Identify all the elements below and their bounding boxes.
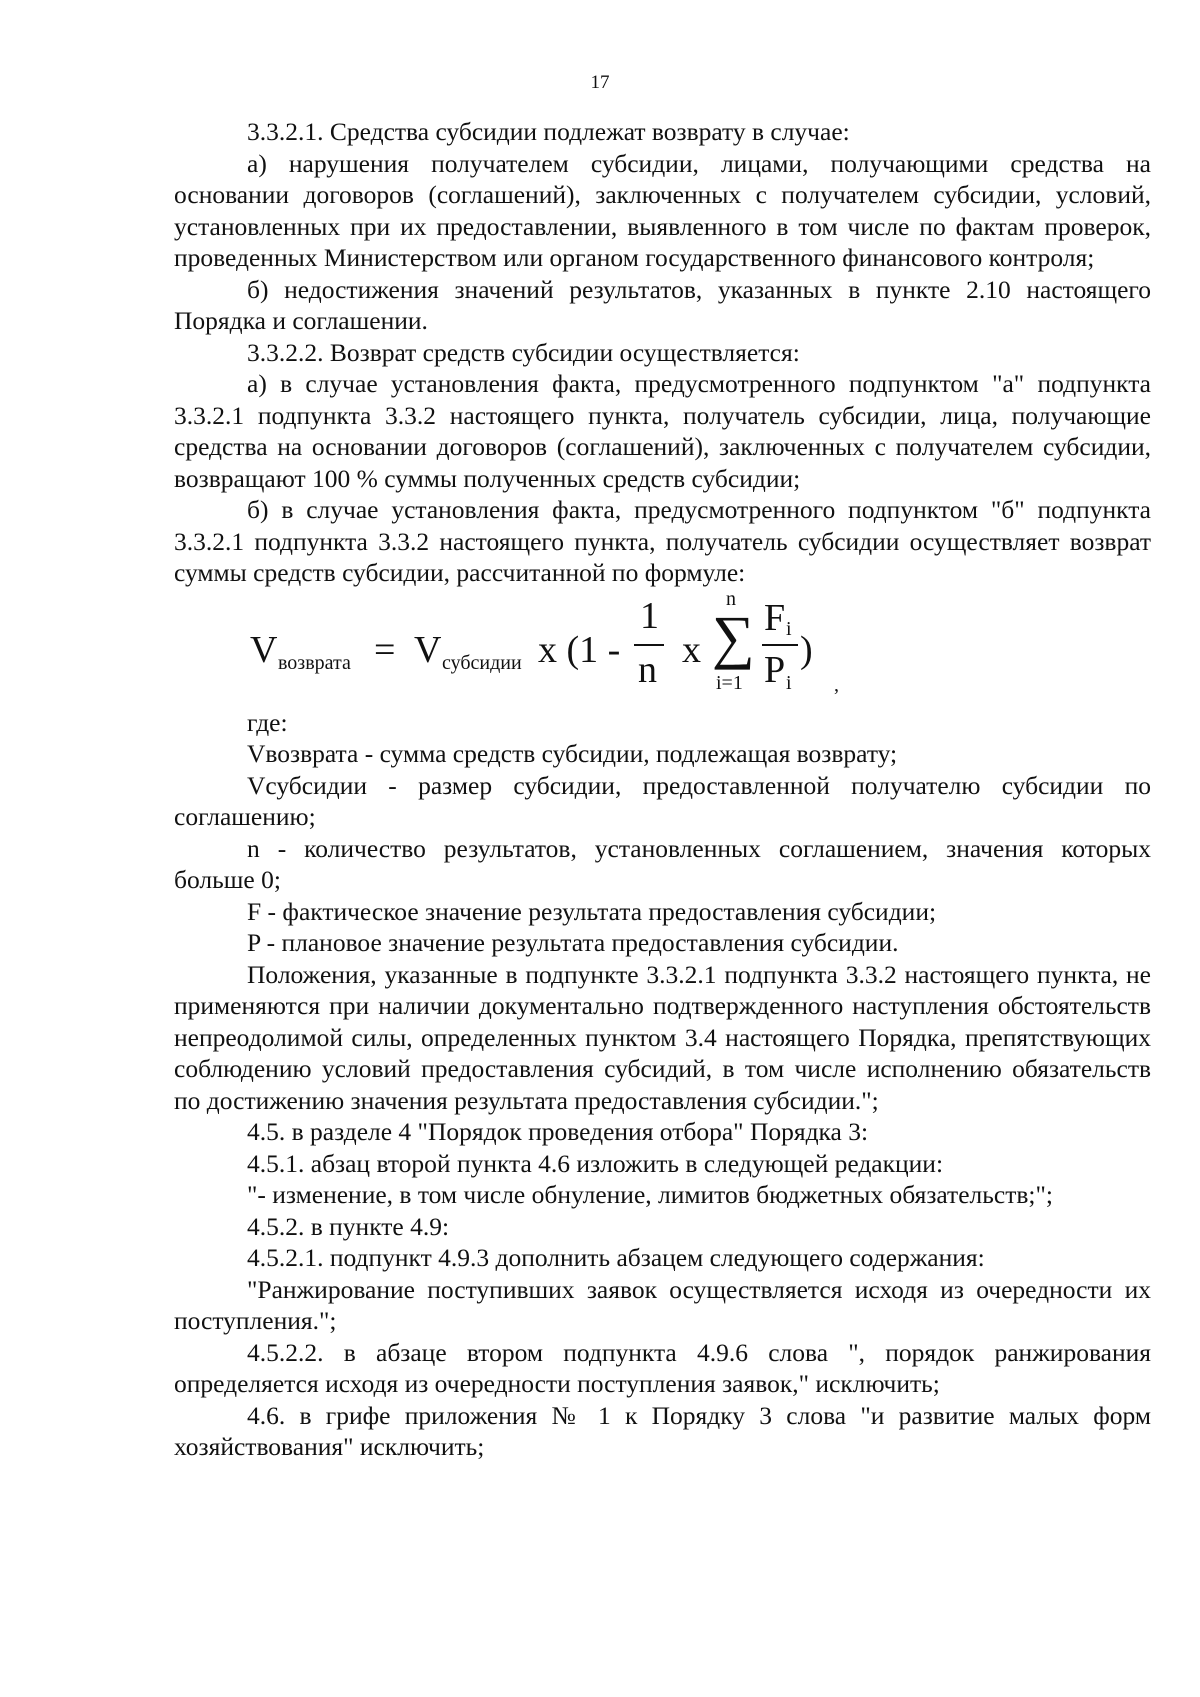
formula-fraction-bar-2 (762, 644, 798, 646)
formula-n: n (638, 648, 657, 691)
formula-sum-top: n (726, 587, 736, 610)
paragraph: 3.3.2.1. Средства субсидии подлежат возврату в случае: (247, 117, 850, 146)
formula-fraction-bar (634, 644, 664, 646)
paragraph: б) недостижения значений результатов, указанных в пункте 2.10 настоящего Порядка и соглашении. (174, 274, 1151, 335)
paragraph: б) в случае установления факта, предусмотренного подпунктом "б" подпункта 3.3.2.1 подпункта 3.3.2 настоящего пункта, получатель субсидии осуществляет возврат суммы средств субсидии, рассчитанной по формуле: (174, 495, 1151, 587)
paragraph: а) нарушения получателем субсидии, лицами, получающими средства на основании договоров (соглашений), заключенных с получателем субсидии, условий, установленных при их предоставлении, выявленного в том числе по фактам проверок, проведенных Министерством или органом государственного финансового контроля; (174, 148, 1151, 272)
paragraph: 4.5.2.2. в абзаце втором подпункта 4.9.6 слова ", порядок ранжирования определяется исходя из очередности поступления заявок," исключить; (174, 1337, 1151, 1398)
formula-p-index: i (786, 671, 792, 694)
paragraph: а) в случае установления факта, предусмотренного подпунктом "а" подпункта 3.3.2.1 подпункта 3.3.2 настоящего пункта, получатель субсидии, лица, получающие средства на основании договоров (соглашений), заключенных с получателем субсидии, возвращают 100 % суммы полученных средств субсидии; (174, 369, 1151, 493)
paragraph: Vвозврата - сумма средств субсидии, подлежащая возврату; (247, 739, 898, 768)
paragraph: где: (247, 707, 288, 737)
formula-sigma: ∑ (712, 603, 755, 670)
formula-sub-subsidy: субсидии (442, 651, 522, 674)
paragraph: 4.5. в разделе 4 "Порядок проведения отбора" Порядка 3: (247, 1117, 869, 1146)
paragraph: 4.5.2.1. подпункт 4.9.3 дополнить абзацем следующего содержания: (247, 1243, 985, 1272)
paragraph: n - количество результатов, установленных соглашением, значения которых больше 0; (174, 833, 1151, 894)
paragraph: 4.5.1. абзац второй пункта 4.6 изложить в следующей редакции: (247, 1148, 944, 1178)
formula-p: P (764, 648, 786, 691)
paragraph: P - плановое значение результата предоставления субсидии. (247, 928, 899, 957)
formula-f-index: i (786, 617, 792, 640)
formula-f: F (764, 596, 786, 639)
paragraph: Vсубсидии - размер субсидии, предоставленной получателю субсидии по соглашению; (174, 770, 1151, 831)
formula-comma: , (834, 673, 839, 696)
paragraph: F - фактическое значение результата предоставления субсидии; (247, 896, 937, 926)
formula-v-return: V (250, 628, 278, 671)
paragraph: "- изменение, в том числе обнуление, лимитов бюджетных обязательств;"; (247, 1180, 1053, 1209)
page-number: 17 (590, 72, 610, 93)
document-body (174, 116, 1151, 1463)
paragraph: Положения, указанные в подпункте 3.3.2.1 подпункта 3.3.2 настоящего пункта, не применяются при наличии документально подтвержденного наступления обстоятельств непреодолимой силы, определенных пунктом 3.4 настоящего Порядка, препятствующих соблюдению условий предоставления субсидий, в том числе исполнению обязательств по достижению значения результата предоставления субсидии."; (174, 959, 1151, 1115)
formula-one: 1 (640, 594, 659, 637)
return-formula (174, 589, 1151, 707)
formula-times: x (682, 628, 701, 671)
paragraph: 3.3.2.2. Возврат средств субсидии осуществляется: (247, 337, 800, 367)
formula-times-open: x (1 - (538, 628, 621, 671)
paragraph: 4.5.2. в пункте 4.9: (247, 1211, 450, 1241)
formula-equals: = (374, 628, 396, 671)
formula-sum-bottom: i=1 (716, 671, 743, 694)
formula-v-subsidy: V (414, 628, 442, 671)
formula-sub-return: возврата (278, 651, 351, 674)
paragraph: 4.6. в грифе приложения № 1 к Порядку 3 слова "и развитие малых форм хозяйствования" исключить; (174, 1400, 1151, 1461)
formula-close: ) (800, 628, 813, 671)
paragraph: "Ранжирование поступивших заявок осуществляется исходя из очередности их поступления."; (174, 1274, 1151, 1335)
